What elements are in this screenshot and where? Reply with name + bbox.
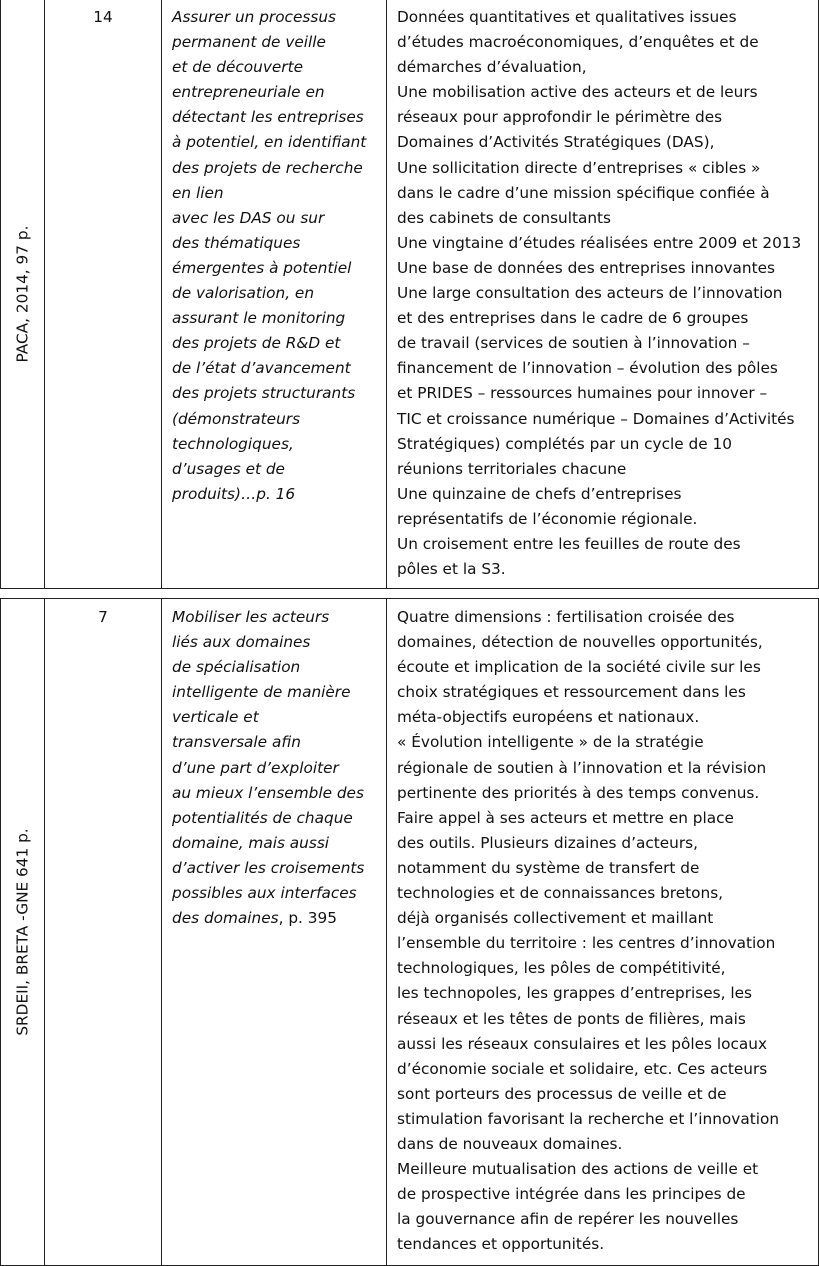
- objective-cell: [162, 0, 387, 589]
- text-line: Faire appel à ses acteurs et mettre en place: [397, 808, 734, 827]
- row-label-cell: [1, 0, 45, 589]
- text-line: tendances et opportunités.: [397, 1235, 605, 1254]
- text-line: Une large consultation des acteurs de l’innovation: [397, 284, 783, 303]
- text-line: Mobiliser les acteurs: [172, 608, 330, 626]
- text-line: entrepreneuriale en: [172, 83, 325, 102]
- text-line: sont porteurs des processus de veille et de: [397, 1084, 727, 1103]
- table-row-srdeii: [0, 598, 819, 1266]
- description-text: [387, 0, 818, 582]
- text-line: dans le cadre d’une mission spécifique confiée à: [397, 183, 770, 202]
- text-line: (démonstrateurs: [172, 409, 301, 428]
- text-line: Meilleure mutualisation des actions de veille et: [397, 1160, 759, 1179]
- text-line: Données quantitatives et qualitatives issues: [397, 8, 737, 26]
- text-line: technologies et de connaissances bretons,: [397, 884, 724, 903]
- text-line: la gouvernance afin de repérer les nouvelles: [397, 1210, 739, 1229]
- text-line: Stratégiques) complétés par un cycle de 10: [397, 434, 732, 453]
- text-line: l’ensemble du territoire : les centres d’innovation: [397, 934, 776, 953]
- number-cell: [45, 0, 162, 589]
- text-line: de l’état d’avancement: [172, 359, 351, 378]
- row-label-cell: [1, 599, 45, 1266]
- text-line: produits)…p. 16: [172, 484, 296, 503]
- text-line: liés aux domaines: [172, 633, 311, 652]
- text-line: d’usages et de: [172, 459, 285, 478]
- description-cell: [387, 599, 819, 1266]
- text-line: d’économie sociale et solidaire, etc. Ces acteurs: [397, 1059, 768, 1078]
- text-line: verticale et: [172, 708, 259, 727]
- text-line: domaines, détection de nouvelles opportunités,: [397, 633, 763, 652]
- row-label: SRDEII, BRETA -GNE 641 p.: [12, 828, 31, 1036]
- text-line: Une mobilisation active des acteurs et de leurs: [397, 83, 758, 102]
- text-line: « Évolution intelligente » de la stratégie: [397, 733, 704, 752]
- objective-cell: [162, 599, 387, 1266]
- row-label: PACA, 2014, 97 p.: [12, 225, 31, 362]
- text-line: notamment du système de transfert de: [397, 858, 700, 877]
- text-line: Une quinzaine de chefs d’entreprises: [397, 484, 682, 503]
- text-line: Une sollicitation directe d’entreprises « cibles »: [397, 158, 761, 177]
- text-line: réseaux et les têtes de ponts de filières, mais: [397, 1009, 746, 1028]
- objective-lines: [172, 605, 382, 931]
- objective-text: [162, 0, 386, 507]
- text-line: Un croisement entre les feuilles de route des: [397, 534, 741, 553]
- text-line: de spécialisation: [172, 658, 301, 677]
- text-line: au mieux l’ensemble des: [172, 783, 364, 802]
- text-line: Quatre dimensions : fertilisation croisée des: [397, 608, 735, 626]
- text-line: régionale de soutien à l’innovation et la révision: [397, 758, 767, 777]
- text-line: de valorisation, en: [172, 284, 315, 303]
- text-line: méta-objectifs européens et nationaux.: [397, 708, 700, 727]
- text-line: stimulation favorisant la recherche et l’innovation: [397, 1109, 780, 1128]
- text-line: réunions territoriales chacune: [397, 459, 627, 478]
- text-line: technologiques,: [172, 434, 294, 453]
- text-line: des projets de recherche: [172, 158, 363, 177]
- text-line: des thématiques: [172, 233, 301, 252]
- text-line: d’études macroéconomiques, d’enquêtes et de: [397, 33, 759, 52]
- text-line: pertinente des priorités à des temps convenus.: [397, 783, 760, 802]
- text-line: dans de nouveaux domaines.: [397, 1134, 623, 1153]
- text-line: permanent de veille: [172, 33, 326, 52]
- text-line: Une vingtaine d’études réalisées entre 2009 et 2013: [397, 233, 802, 252]
- text-line: démarches d’évaluation,: [397, 58, 587, 77]
- description-cell: [387, 0, 819, 589]
- text-line: à potentiel, en identifiant: [172, 133, 367, 152]
- text-line: écoute et implication de la société civile sur les: [397, 658, 761, 677]
- text-line: les technopoles, les grappes d’entreprises, les: [397, 984, 753, 1003]
- text-line: assurant le monitoring: [172, 309, 346, 328]
- text-line: TIC et croissance numérique – Domaines d’Activités: [397, 409, 795, 428]
- text-line: en lien: [172, 183, 224, 202]
- text-line: intelligente de manière: [172, 683, 351, 702]
- text-line: Domaines d’Activités Stratégiques (DAS),: [397, 133, 715, 152]
- text-line: aussi les réseaux consulaires et les pôles locaux: [397, 1034, 768, 1053]
- text-line: potentialités de chaque: [172, 808, 353, 827]
- text-line: des projets de R&D et: [172, 334, 341, 353]
- table-row-paca: [0, 0, 819, 589]
- row-number: 7: [98, 608, 108, 626]
- text-line: technologiques, les pôles de compétitivité,: [397, 959, 726, 978]
- text-line: d’activer les croisements: [172, 858, 365, 877]
- text-line: de prospective intégrée dans les principes de: [397, 1185, 746, 1204]
- text-line: possibles aux interfaces: [172, 884, 357, 903]
- text-line: choix stratégiques et ressourcement dans les: [397, 683, 746, 702]
- text-line: des domaines, p. 395: [172, 909, 337, 928]
- objective-text: [162, 599, 386, 931]
- text-line: et PRIDES – ressources humaines pour innover –: [397, 384, 768, 403]
- text-line: émergentes à potentiel: [172, 258, 352, 277]
- text-line: transversale afin: [172, 733, 301, 752]
- text-line: représentatifs de l’économie régionale.: [397, 509, 698, 528]
- text-line: détectant les entreprises: [172, 108, 364, 127]
- text-line: réseaux pour approfondir le périmètre des: [397, 108, 723, 127]
- description-text: [387, 599, 818, 1257]
- text-line: Une base de données des entreprises innovantes: [397, 258, 775, 277]
- text-line: et des entreprises dans le cadre de 6 groupes: [397, 309, 749, 328]
- text-line: avec les DAS ou sur: [172, 208, 325, 227]
- number-cell: [45, 599, 162, 1266]
- text-line: domaine, mais aussi: [172, 833, 330, 852]
- text-line: des cabinets de consultants: [397, 208, 612, 227]
- text-line: financement de l’innovation – évolution des pôles: [397, 359, 778, 378]
- text-line: d’une part d’exploiter: [172, 758, 339, 777]
- row-number: 14: [93, 8, 113, 26]
- text-line: pôles et la S3.: [397, 560, 506, 579]
- page-reference: , p. 395: [278, 909, 337, 928]
- text-line: et de découverte: [172, 58, 304, 77]
- text-line: des projets structurants: [172, 384, 356, 403]
- text-line: des outils. Plusieurs dizaines d’acteurs,: [397, 833, 698, 852]
- text-line: déjà organisés collectivement et maillant: [397, 909, 714, 928]
- text-line: Assurer un processus: [172, 8, 336, 26]
- text-line: de travail (services de soutien à l’innovation –: [397, 334, 750, 353]
